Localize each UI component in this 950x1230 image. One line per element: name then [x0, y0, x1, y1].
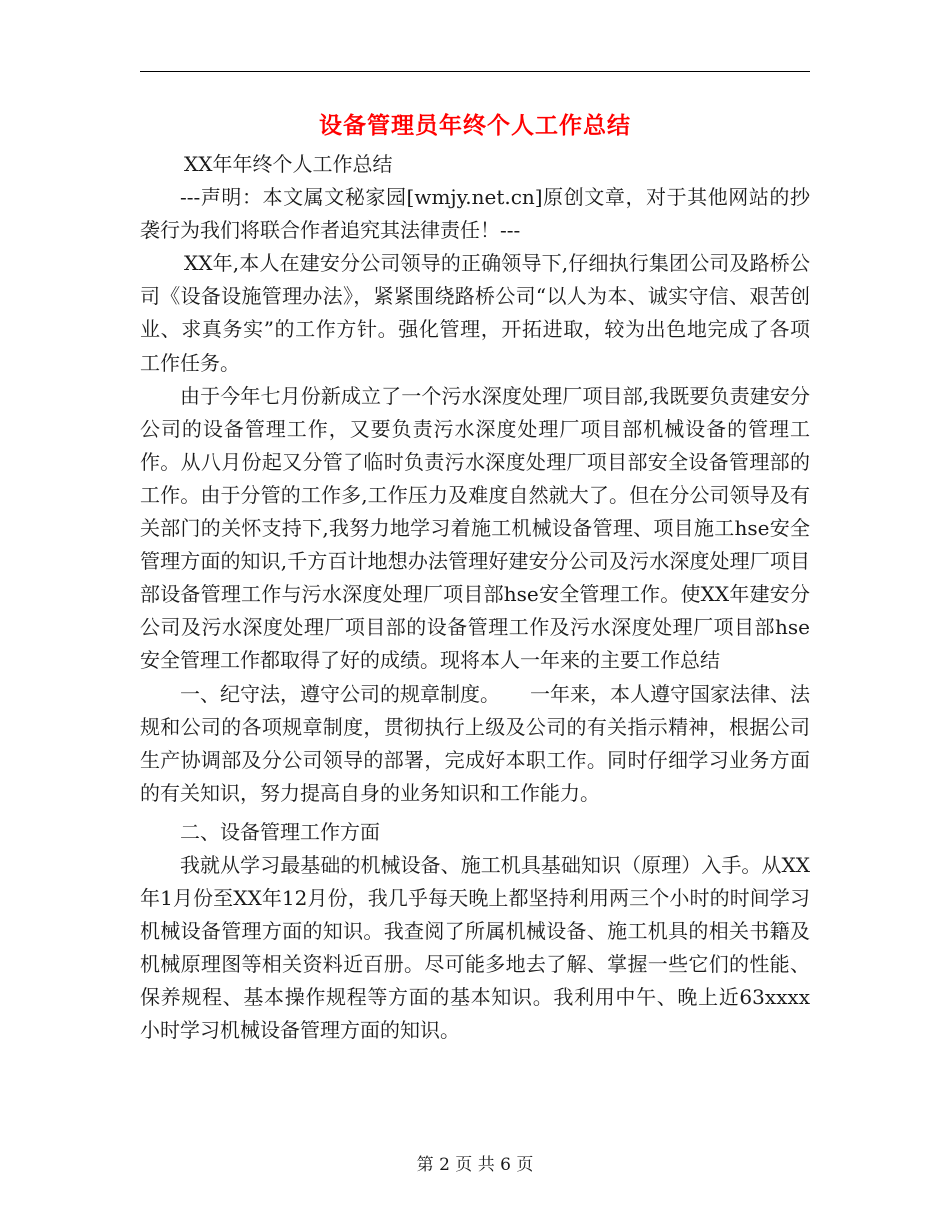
- header-rule: [140, 71, 810, 72]
- paragraph-subtitle: XX年年终个人工作总结: [184, 152, 393, 176]
- paragraph-section-one: 一、纪守法，遵守公司的规章制度。 一年来，本人遵守国家法律、法规和公司的各项规章制度，贯彻执行上级及公司的有关指示精神，根据公司生产协调部及分公司领导的部署，完成好本职工作。同时仔细学习业务方面的有关知识，努力提高自身的业务知识和工作能力。: [140, 681, 810, 805]
- paragraph-section-two-heading: 二、设备管理工作方面: [180, 819, 380, 844]
- paragraph-disclaimer: ---声明：本文属文秘家园[wmjy.net.cn]原创文章，对于其他网站的抄袭行为我们将联合作者追究其法律责任！---: [140, 185, 810, 243]
- document-body: [140, 148, 810, 1048]
- paragraph-background: 由于今年七月份新成立了一个污水深度处理厂项目部,我既要负责建安分公司的设备管理工作，又要负责污水深度处理厂项目部机械设备的管理工作。从八月份起又分管了临时负责污水深度处理厂项目部安全设备管理部的工作。由于分管的工作多,工作压力及难度自然就大了。但在分公司领导及有关部门的关怀支持下,我努力地学习着施工机械设备管理、项目施工hse安全管理方面的知识,千方百计地想办法管理好建安分公司及污水深度处理厂项目部设备管理工作与污水深度处理厂项目部hse安全管理工作。使XX年建安分公司及污水深度处理厂项目部的设备管理工作及污水深度处理厂项目部hse安全管理工作都取得了好的成绩。现将本人一年来的主要工作总结: [140, 383, 810, 673]
- document-title: 设备管理员年终个人工作总结: [319, 113, 631, 139]
- page-footer: 第 2 页 共 6 页: [416, 1155, 534, 1175]
- paragraph-intro: XX年,本人在建安分公司领导的正确领导下,仔细执行集团公司及路桥公司《设备设施管理办法》，紧紧围绕路桥公司“以人为本、诚实守信、艰苦创业、求真务实”的工作方针。强化管理，开拓进取，较为出色地完成了各项工作任务。: [140, 251, 810, 375]
- paragraph-section-two-body: 我就从学习最基础的机械设备、施工机具基础知识（原理）入手。从XX年1月份至XX年12月份，我几乎每天晚上都坚持利用两三个小时的时间学习机械设备管理方面的知识。我查阅了所属机械设备、施工机具的相关书籍及机械原理图等相关资料近百册。尽可能多地去了解、掌握一些它们的性能、保养规程、基本操作规程等方面的基本知识。我利用中午、晚上近63xxxx小时学习机械设备管理方面的知识。: [140, 852, 810, 1043]
